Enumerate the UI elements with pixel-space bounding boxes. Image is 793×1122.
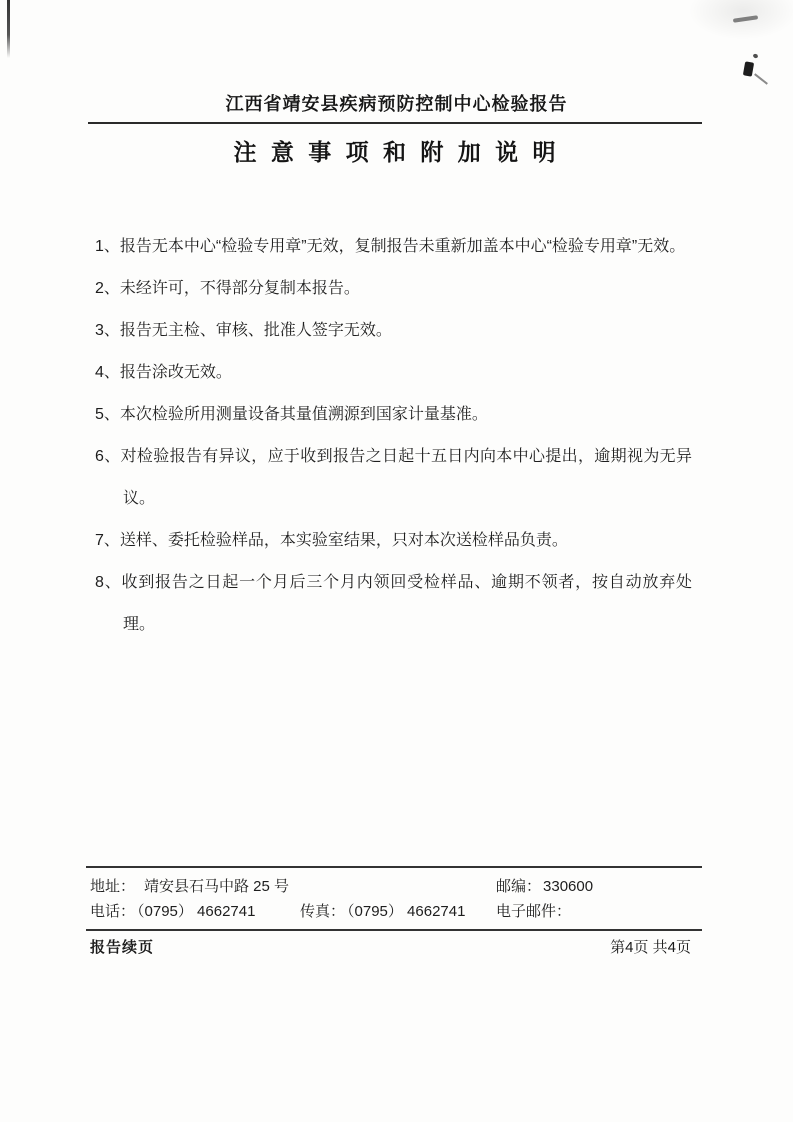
note-item: [95, 226, 692, 268]
postcode-field: [496, 875, 702, 896]
contact-footer: [86, 866, 702, 931]
section-heading: 注 意 事 项 和 附 加 说 明: [233, 139, 560, 165]
footer-row-2: [90, 898, 702, 923]
note-text: 送样、委托检验样品，本实验室结果，只对本次送检样品负责。: [119, 532, 568, 549]
note-number: 2、: [95, 280, 120, 297]
footer-row-1: [90, 873, 702, 898]
note-number: 4、: [95, 364, 120, 381]
note-number: 5、: [95, 406, 120, 423]
address-value: 靖安县石马中路 25 号: [144, 878, 290, 895]
note-number: 1、: [95, 238, 120, 255]
scan-artifact-streak: [754, 73, 768, 84]
notes-list: [95, 226, 692, 646]
email-field: [496, 900, 702, 921]
address-label: 地址：: [90, 878, 136, 895]
note-text: 报告无主检、审核、批准人签字无效。: [119, 322, 392, 339]
note-text: 本次检验所用测量设备其量值溯源到国家计量基准。: [119, 406, 488, 423]
note-text: 收到报告之日起一个月后三个月内领回受检样品、逾期不领者，按自动放弃处理。: [121, 574, 692, 633]
phone-label: 电话：: [90, 903, 136, 920]
page-title: 江西省靖安县疾病预防控制中心检验报告: [225, 94, 568, 114]
note-item: [95, 310, 692, 352]
postcode-label: 邮编：: [496, 878, 542, 895]
note-number: 3、: [95, 322, 120, 339]
note-number: 7、: [95, 532, 120, 549]
email-label: 电子邮件：: [496, 903, 572, 920]
fax-value: （0795） 4662741: [347, 903, 466, 920]
note-text: 未经许可，不得部分复制本报告。: [119, 280, 360, 297]
note-text: 报告涂改无效。: [119, 364, 232, 381]
note-item: [95, 520, 692, 562]
page-number: 第4页 共4页: [610, 939, 691, 956]
scan-artifact-ink-blob: [743, 61, 754, 76]
note-item: [95, 268, 692, 310]
note-text: 对检验报告有异议，应于收到报告之日起十五日内向本中心提出，逾期视为无异议。: [120, 448, 692, 507]
phone-value: （0795） 4662741: [137, 903, 256, 920]
continuation-label: 报告续页: [90, 939, 155, 956]
scan-artifact-corner-smudge: [688, 0, 793, 40]
note-number: 8、: [95, 574, 122, 591]
note-item: [95, 436, 692, 520]
page-bar: [90, 936, 691, 957]
scan-artifact-dash: [733, 15, 758, 22]
scan-artifact-speck: [752, 53, 758, 59]
phone-field: [90, 900, 300, 921]
note-text: 报告无本中心“检验专用章”无效，复制报告未重新加盖本中心“检验专用章”无效。: [119, 238, 686, 255]
scan-artifact-left-edge: [7, 0, 10, 58]
title-divider: [88, 122, 702, 124]
note-number: 6、: [95, 448, 121, 465]
fax-label: 传真：: [300, 903, 346, 920]
postcode-value: 330600: [543, 878, 594, 895]
note-item: [95, 562, 692, 646]
note-item: [95, 394, 692, 436]
note-item: [95, 352, 692, 394]
address-field: [90, 875, 496, 896]
fax-field: [300, 900, 496, 921]
